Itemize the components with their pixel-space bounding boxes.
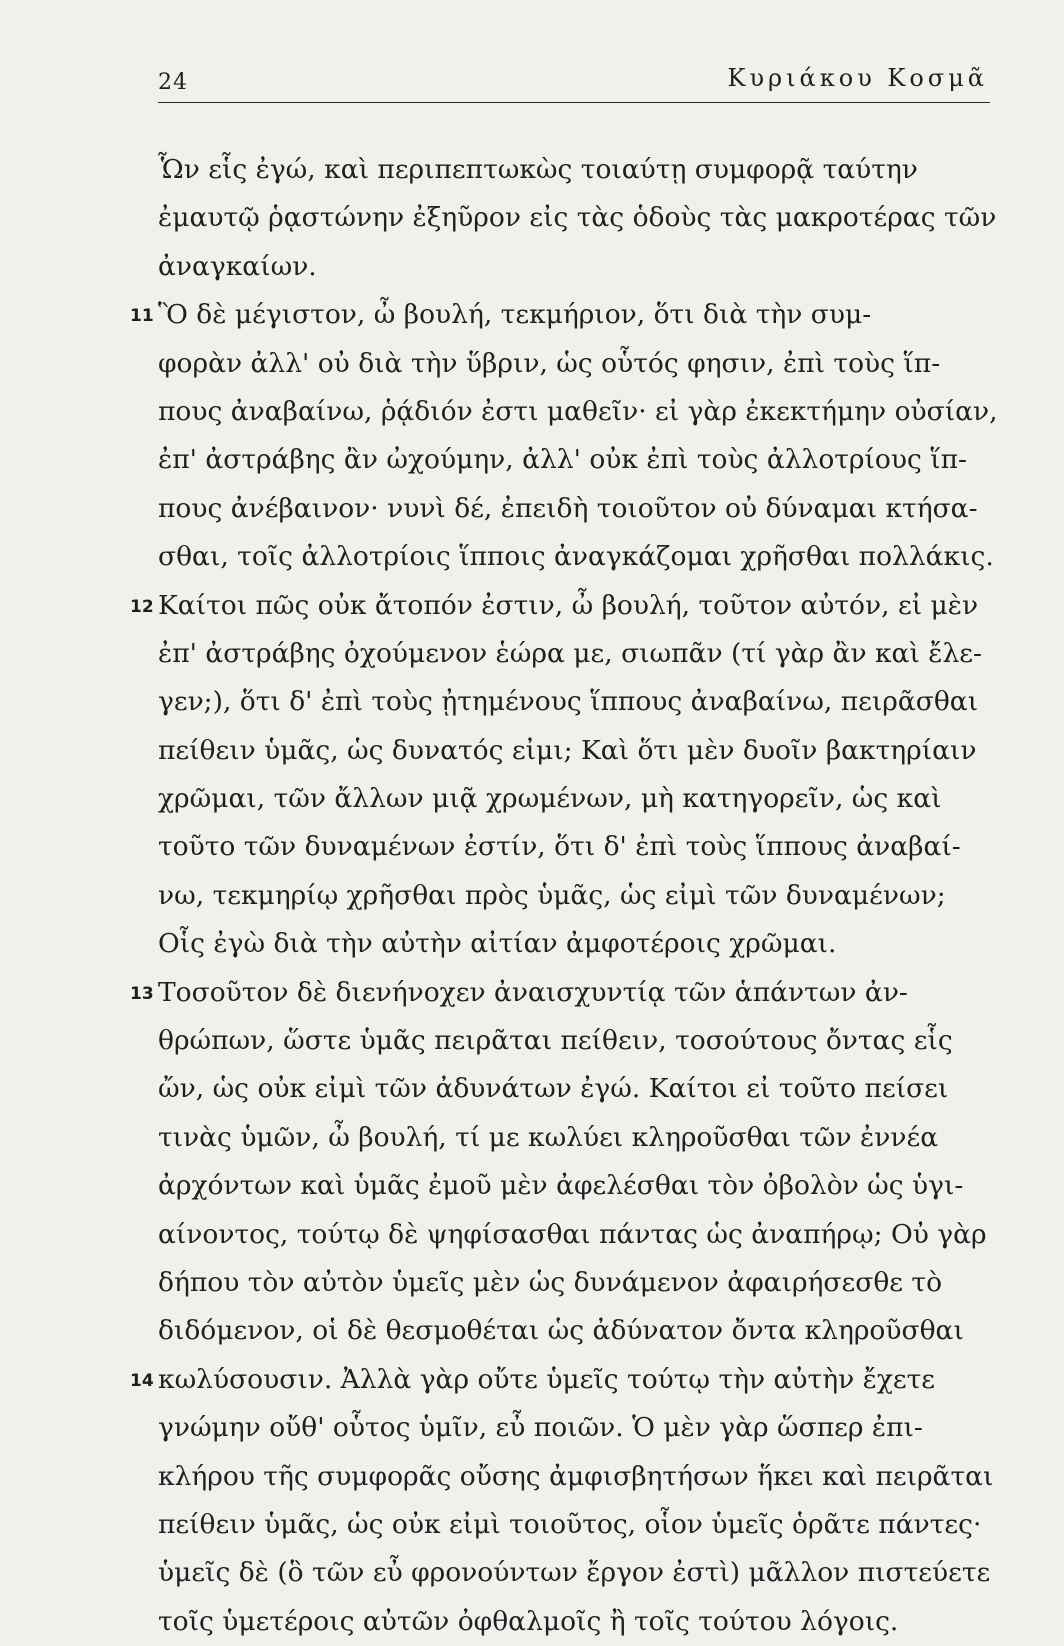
text-line [158,1017,990,1065]
body-text [130,146,998,1646]
text-line [158,1307,990,1355]
line-text: αίνοντος, τούτῳ δὲ ψηφίσασθαι πάντας ὡς ἀναπήρῳ; Οὐ γὰρ [158,1218,987,1250]
line-text: ὑμεῖς δὲ (ὃ τῶν εὖ φρονούντων ἔργον ἐστὶ) μᾶλλον πιστεύετε [158,1557,991,1589]
text-line [130,582,990,630]
text-line [158,1162,990,1210]
line-text: πους ἀνέβαινον· νυνὶ δέ, ἐπειδὴ τοιοῦτον οὐ δύναμαι κτήσα- [158,492,978,524]
text-line [158,1114,990,1162]
text-line [158,436,990,484]
line-text: τοῦτο τῶν δυναμένων ἐστίν, ὅτι δ' ἐπὶ τοὺς ἵππους ἀναβαί- [158,831,961,863]
text-line [158,194,997,242]
section-number: 13 [130,983,154,1004]
text-line [158,388,998,436]
line-text: διδόμενον, οἱ δὲ θεσμοθέται ὡς ἀδύνατον ὄντα κληροῦσθαι [158,1315,964,1347]
section-number: 12 [130,596,154,617]
text-line [158,340,990,388]
text-line [158,727,990,775]
line-text: ἐπ' ἀστράβης ὀχούμενον ἑώρα με, σιωπᾶν (τί γὰρ ἂν καὶ ἔλε- [158,637,982,669]
text-line [130,1356,990,1404]
line-text: νω, τεκμηρίῳ χρῆσθαι πρὸς ὑμᾶς, ὡς εἰμὶ τῶν δυναμένων; [158,879,946,911]
text-line [158,1549,990,1597]
line-text: τινὰς ὑμῶν, ὦ βουλή, τί με κωλύει κληροῦσθαι τῶν ἐννέα [158,1121,939,1153]
header-rule [158,102,990,103]
text-line [158,243,990,291]
text-line [158,533,994,581]
line-text: πους ἀναβαίνω, ῥᾴδιόν ἐστι μαθεῖν· εἰ γὰρ ἐκεκτήμην οὐσίαν, [158,395,998,427]
line-text: πείθειν ὑμᾶς, ὡς οὐκ εἰμὶ τοιοῦτος, οἷον ὑμεῖς ὁρᾶτε πάντες· [158,1508,982,1540]
text-line [158,775,990,823]
text-line [158,1404,990,1452]
line-text: Ὧν εἷς ἐγώ, καὶ περιπεπτωκὼς τοιαύτῃ συμφορᾷ ταύτην [158,154,918,185]
text-line [158,678,990,726]
text-line [158,1453,994,1501]
line-text: Ὃ δὲ μέγιστον, ὦ βουλή, τεκμήριον, ὅτι διὰ τὴν συμ- [158,299,872,331]
line-text: ὤν, ὡς οὐκ εἰμὶ τῶν ἀδυνάτων ἐγώ. Καίτοι εἰ τοῦτο πείσει [158,1073,949,1105]
section-number: 11 [130,306,154,327]
line-text: σθαι, τοῖς ἀλλοτρίοις ἵπποις ἀναγκάζομαι χρῆσθαι πολλάκις. [158,541,994,573]
text-line [158,1211,990,1259]
text-line [158,485,990,533]
line-text: χρῶμαι, τῶν ἄλλων μιᾷ χρωμένων, μὴ κατηγορεῖν, ὡς καὶ [158,783,942,815]
text-line [158,823,990,871]
line-text: ἐπ' ἀστράβης ἂν ὠχούμην, ἀλλ' οὐκ ἐπὶ τοὺς ἀλλοτρίους ἵπ- [158,444,967,476]
page-number: 24 [158,70,188,95]
line-text: φορὰν ἀλλ' οὐ διὰ τὴν ὕβριν, ὡς οὗτός φησιν, ἐπὶ τοὺς ἵπ- [158,347,941,379]
line-text: ἐμαυτῷ ῥᾳστώνην ἐξηῦρον εἰς τὰς ὁδοὺς τὰς μακροτέρας τῶν [158,202,997,234]
line-text: κωλύσουσιν. Ἀλλὰ γὰρ οὔτε ὑμεῖς τούτῳ τὴν αὐτὴν ἔχετε [158,1363,936,1395]
line-text: τοῖς ὑμετέροις αὐτῶν ὀφθαλμοῖς ἢ τοῖς τούτου λόγοις. [158,1605,899,1637]
line-text: γνώμην οὔθ' οὗτος ὑμῖν, εὖ ποιῶν. Ὁ μὲν γὰρ ὥσπερ ἐπι- [158,1412,923,1444]
line-text: Καίτοι πῶς οὐκ ἄτοπόν ἐστιν, ὦ βουλή, τοῦτον αὐτόν, εἰ μὲν [158,589,979,621]
text-line [158,1259,990,1307]
text-line [158,1501,990,1549]
section-number: 14 [130,1370,154,1391]
line-text: κλήρου τῆς συμφορᾶς οὔσης ἀμφισβητήσων ἥκει καὶ πειρᾶται [158,1460,994,1492]
text-line [158,1065,990,1113]
running-head: Κυριάκου Κοσμᾶ [727,64,988,92]
line-text: θρώπων, ὥστε ὑμᾶς πειρᾶται πείθειν, τοσούτους ὄντας εἷς [158,1025,953,1057]
text-line [158,630,990,678]
line-text: ἀναγκαίων. [158,250,317,282]
line-text: πείθειν ὑμᾶς, ὡς δυνατός εἰμι; Καὶ ὅτι μὲν δυοῖν βακτηρίαιν [158,734,977,766]
text-line [158,146,990,194]
line-text: Οἷς ἐγὼ διὰ τὴν αὐτὴν αἰτίαν ἀμφοτέροις χρῶμαι. [158,928,837,960]
text-line [158,1598,990,1646]
line-text: δήπου τὸν αὐτὸν ὑμεῖς μὲν ὡς δυνάμενον ἀφαιρήσεσθε τὸ [158,1266,943,1298]
line-text: γεν;), ὅτι δ' ἐπὶ τοὺς ᾐτημένους ἵππους ἀναβαίνω, πειρᾶσθαι [158,686,979,718]
text-line [130,969,990,1017]
text-line [130,291,990,339]
line-text: ἀρχόντων καὶ ὑμᾶς ἐμοῦ μὲν ἀφελέσθαι τὸν ὀβολὸν ὡς ὑγι- [158,1170,964,1202]
text-line [158,872,990,920]
text-line [158,920,990,968]
line-text: Τοσοῦτον δὲ διενήνοχεν ἀναισχυντίᾳ τῶν ἁπάντων ἀν- [158,976,908,1008]
